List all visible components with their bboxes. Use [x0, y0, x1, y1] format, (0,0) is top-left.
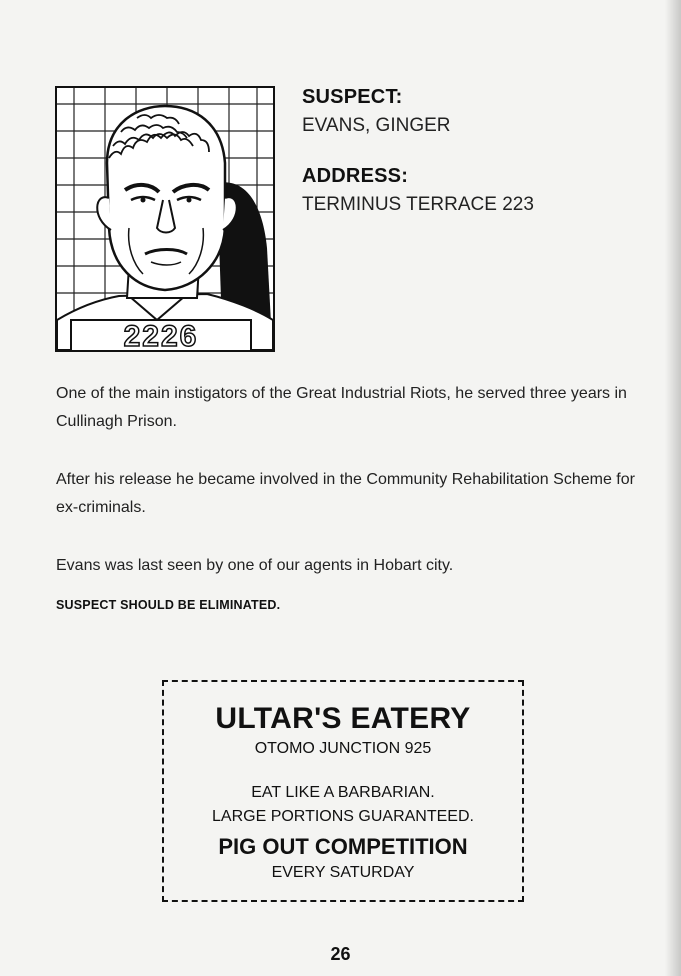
ad-portions: LARGE PORTIONS GUARANTEED.	[212, 808, 474, 825]
ad-schedule: EVERY SATURDAY	[271, 864, 415, 881]
suspect-name: EVANS, GINGER	[302, 115, 451, 136]
suspect-label: SUSPECT:	[302, 86, 403, 108]
eatery-advertisement	[162, 680, 524, 902]
paragraph-rehabilitation: After his release he became involved in the Community Rehabilitation Scheme for ex-criminals.	[56, 471, 635, 516]
ad-competition: PIG OUT COMPETITION	[218, 834, 468, 859]
elimination-order: SUSPECT SHOULD BE ELIMINATED.	[56, 598, 281, 612]
suspect-mugshot	[55, 86, 275, 352]
address-value: TERMINUS TERRACE 223	[302, 194, 534, 215]
ad-slogan: EAT LIKE A BARBARIAN.	[251, 784, 435, 801]
paragraph-riots: One of the main instigators of the Great Industrial Riots, he served three years in Cullinagh Prison.	[56, 385, 627, 430]
paragraph-last-seen: Evans was last seen by one of our agents in Hobart city.	[56, 557, 454, 574]
address-label: ADDRESS:	[302, 165, 409, 187]
page-edge-shadow	[665, 0, 681, 976]
mugshot-number-text: 2226	[123, 320, 199, 350]
ad-address: OTOMO JUNCTION 925	[254, 740, 432, 757]
suspect-info	[302, 86, 662, 216]
page-number: 26	[330, 944, 351, 964]
ad-title: ULTAR'S EATERY	[215, 702, 471, 735]
